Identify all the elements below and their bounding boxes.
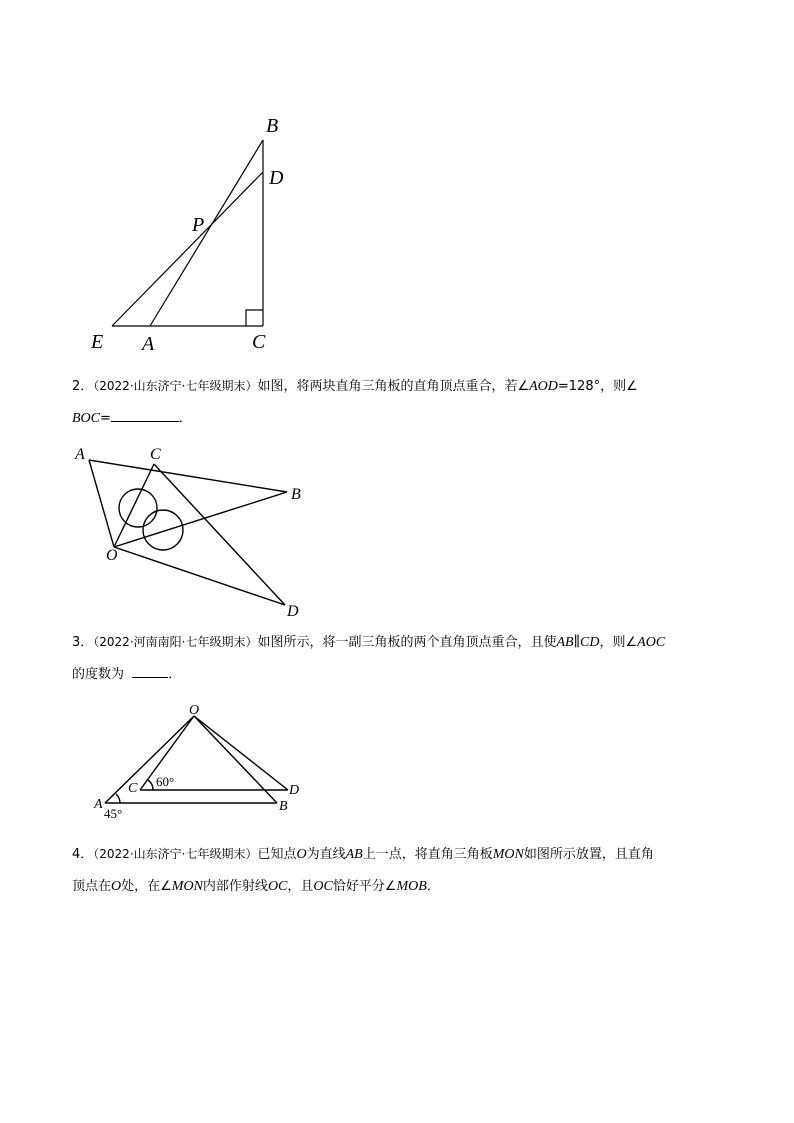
question-4-ray-oc: OC: [267, 879, 288, 894]
question-4-text-10: ．: [426, 879, 440, 894]
segment-ed: [112, 172, 263, 326]
label-d: D: [287, 603, 299, 620]
question-3: [72, 626, 732, 691]
segment-ab: [89, 460, 287, 492]
question-2-end: ．: [178, 411, 192, 426]
question-3-degree-text: 的度数为: [72, 667, 125, 682]
label-a: A: [94, 797, 103, 812]
label-a: A: [142, 333, 155, 355]
question-3-text-after: ，则∠: [599, 635, 638, 650]
question-3-angle-aoc: AOC: [637, 635, 666, 650]
question-4-angle-mob: MOB: [396, 879, 427, 894]
label-d: D: [289, 783, 300, 798]
figure-3-svg: [90, 700, 320, 825]
segment-ab: [150, 140, 263, 326]
question-2-angle-boc: BOC: [72, 411, 100, 426]
label-b: B: [266, 115, 279, 137]
question-4-triangle-mon: MON: [492, 847, 524, 862]
question-2-line-1: [72, 370, 732, 403]
question-2-answer-blank[interactable]: [111, 407, 179, 422]
question-4-text-2: 为直线: [306, 847, 346, 862]
question-2-angle-aod: AOD: [529, 379, 558, 394]
question-2-text-mid: =128°，则∠: [557, 379, 638, 394]
question-3-line-1: [72, 626, 732, 659]
question-2-number: 2．: [72, 379, 94, 394]
figure-3: [90, 700, 320, 825]
angle-arc-circle-1: [119, 489, 157, 527]
question-4-line-2: [72, 871, 732, 903]
question-4-text-7: 内部作射线: [202, 879, 268, 894]
angle-arc-circle-2: [143, 510, 183, 550]
question-4-line-1: [72, 838, 732, 871]
segment-od: [114, 547, 285, 605]
angle-arc-60: [148, 780, 153, 790]
label-c: C: [150, 446, 161, 463]
label-c: C: [128, 781, 138, 796]
figure-1: [80, 110, 300, 360]
question-4-point-o: O: [296, 847, 307, 862]
question-4-source: （2022·山东济宁·七年级期末）: [93, 847, 258, 861]
segment-ob: [114, 492, 287, 547]
question-3-number: 3．: [72, 635, 94, 650]
question-2-source: （2022·山东济宁·七年级期末）: [93, 379, 258, 393]
segment-ao: [89, 460, 114, 547]
right-angle-mark: [246, 310, 263, 326]
label-o: O: [106, 547, 118, 564]
label-d: D: [269, 167, 284, 189]
question-4-text-8: ，且: [287, 879, 314, 894]
question-4-text-4: 如图所示放置，且直角: [523, 847, 654, 862]
label-o: O: [189, 703, 200, 718]
question-3-end: ．: [168, 667, 182, 682]
question-4-number: 4．: [72, 847, 94, 862]
label-angle-45: 45°: [104, 806, 123, 821]
question-4: [72, 838, 732, 903]
question-2: [72, 370, 732, 435]
label-c: C: [252, 331, 266, 353]
question-4-angle-mon: MON: [171, 879, 203, 894]
question-3-line-2: [72, 659, 732, 691]
label-b: B: [291, 486, 301, 503]
question-4-text-3: 上一点，将直角三角板: [362, 847, 493, 862]
question-4-ray-oc-2: OC: [313, 879, 333, 894]
question-2-text-before: 如图，将两块直角三角板的直角顶点重合，若∠: [257, 379, 530, 394]
question-3-parallel: AB∥CD: [556, 635, 600, 650]
question-4-text-9: 恰好平分∠: [332, 879, 397, 894]
figure-2-svg: [70, 440, 320, 625]
question-4-text-6: 处，在∠: [121, 879, 172, 894]
question-4-text-1: 已知点: [257, 847, 297, 862]
question-3-source: （2022·河南南阳·七年级期末）: [93, 635, 258, 649]
label-a: A: [75, 446, 85, 463]
label-p: P: [192, 214, 205, 236]
label-b: B: [279, 799, 288, 814]
question-2-equals: =: [100, 411, 111, 426]
label-angle-60: 60°: [156, 774, 175, 789]
segment-od: [194, 716, 288, 790]
question-4-point-o-2: O: [111, 879, 122, 894]
figure-1-svg: [80, 110, 300, 360]
question-4-line-ab: AB: [345, 847, 363, 862]
question-3-answer-blank[interactable]: [132, 663, 168, 678]
question-4-text-5: 顶点在: [72, 879, 112, 894]
label-e: E: [91, 331, 104, 353]
figure-2: [70, 440, 320, 625]
question-2-line-2: [72, 403, 732, 435]
segment-cd: [154, 464, 285, 605]
segment-oc: [114, 464, 154, 547]
question-3-text-before: 如图所示，将一副三角板的两个直角顶点重合，且使: [257, 635, 557, 650]
angle-arc-45: [116, 794, 120, 803]
